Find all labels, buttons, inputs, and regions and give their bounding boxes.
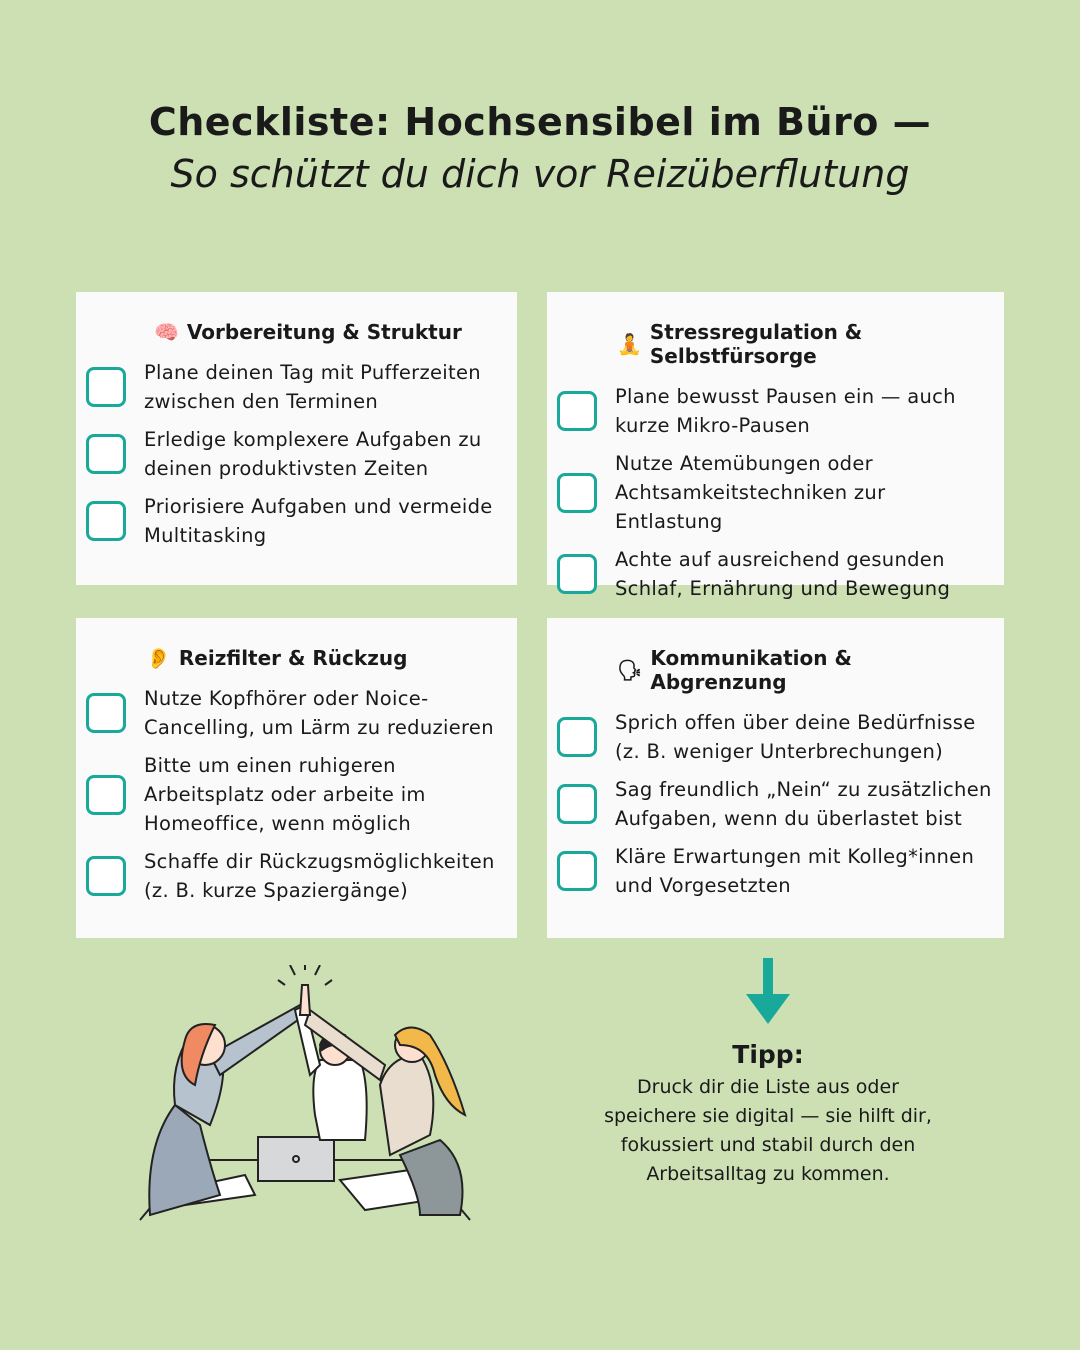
checkbox[interactable] [557,554,597,594]
page-title [0,100,1080,196]
checklist-item[interactable] [86,358,507,416]
checkbox[interactable] [557,784,597,824]
checklist-item-label: Nutze Kopfhörer oder Noice-Cancelling, um Lärm zu reduzieren [144,687,494,739]
tip-text: Druck dir die Liste aus oder speichere sie digital — sie hilft dir, fokussiert und stabil durch den Arbeitsalltag zu kommen. [604,1076,932,1185]
checklist-item[interactable] [86,751,507,838]
checklist-item[interactable] [86,492,507,550]
tip-box [590,1040,946,1189]
checklist-item-label: Nutze Atemübungen oder Achtsamkeitstechniken zur Entlastung [615,452,886,533]
checklist-item-label: Plane bewusst Pausen ein — auch kurze Mikro-Pausen [615,385,956,437]
checkbox[interactable] [86,775,126,815]
checklist-item[interactable] [557,545,994,603]
checklist-card [76,292,517,585]
card-title: Vorbereitung & Struktur [186,320,462,344]
checklist-item-label: Schaffe dir Rückzugsmöglichkeiten (z. B. kurze Spaziergänge) [144,850,495,902]
checkbox[interactable] [86,856,126,896]
card-heading [557,646,994,694]
section-emoji-icon: 🗣 [617,658,643,682]
checklist-item-label: Priorisiere Aufgaben und vermeide Multitasking [144,495,493,547]
card-title: Reizfilter & Rückzug [178,646,408,670]
checkbox[interactable] [557,717,597,757]
card-heading [86,320,507,344]
checkbox[interactable] [86,693,126,733]
checklist-item-label: Erledige komplexere Aufgaben zu deinen produktivsten Zeiten [144,428,482,480]
checkbox[interactable] [86,434,126,474]
section-emoji-icon: 👂 [146,646,171,670]
checklist-item[interactable] [86,847,507,905]
checklist-card [547,292,1004,600]
checklist-item[interactable] [557,708,994,766]
checklist-item[interactable] [557,382,994,440]
checklist-item-label: Bitte um einen ruhigeren Arbeitsplatz oder arbeite im Homeoffice, wenn möglich [144,754,426,835]
card-title: Kommunikation & Abgrenzung [650,646,852,694]
title-line1: Checkliste: Hochsensibel im Büro — [148,100,932,144]
checklist-item[interactable] [557,449,994,536]
checkbox[interactable] [86,501,126,541]
section-emoji-icon: 🧠 [154,320,179,344]
checkbox[interactable] [86,367,126,407]
checklist-item[interactable] [86,684,507,742]
section-emoji-icon: 🧘 [617,332,642,356]
checklist-card [76,618,517,938]
tip-title: Tipp: [732,1040,804,1069]
high-five-illustration [130,965,480,1230]
card-title: Stressregulation & Selbstfürsorge [649,320,863,368]
checkbox[interactable] [557,391,597,431]
checklist-item-label: Plane deinen Tag mit Pufferzeiten zwischen den Terminen [144,361,481,413]
checklist-item[interactable] [557,775,994,833]
card-heading [86,646,507,670]
checklist-item-label: Kläre Erwartungen mit Kolleg*innen und Vorgesetzten [615,845,975,897]
checklist-item-label: Sag freundlich „Nein“ zu zusätzlichen Aufgaben, wenn du überlastet bist [615,778,992,830]
checklist-item[interactable] [86,425,507,483]
checkbox[interactable] [557,851,597,891]
checklist-item-label: Achte auf ausreichend gesunden Schlaf, Ernährung und Bewegung [615,548,951,600]
checklist-card [547,618,1004,938]
card-heading [557,320,994,368]
checklist-item-label: Sprich offen über deine Bedürfnisse (z. B. weniger Unterbrechungen) [615,711,976,763]
checkbox[interactable] [557,473,597,513]
checklist-item[interactable] [557,842,994,900]
arrow-down-icon [744,958,792,1026]
title-line2: So schützt du dich vor Reizüberflutung [170,152,910,196]
